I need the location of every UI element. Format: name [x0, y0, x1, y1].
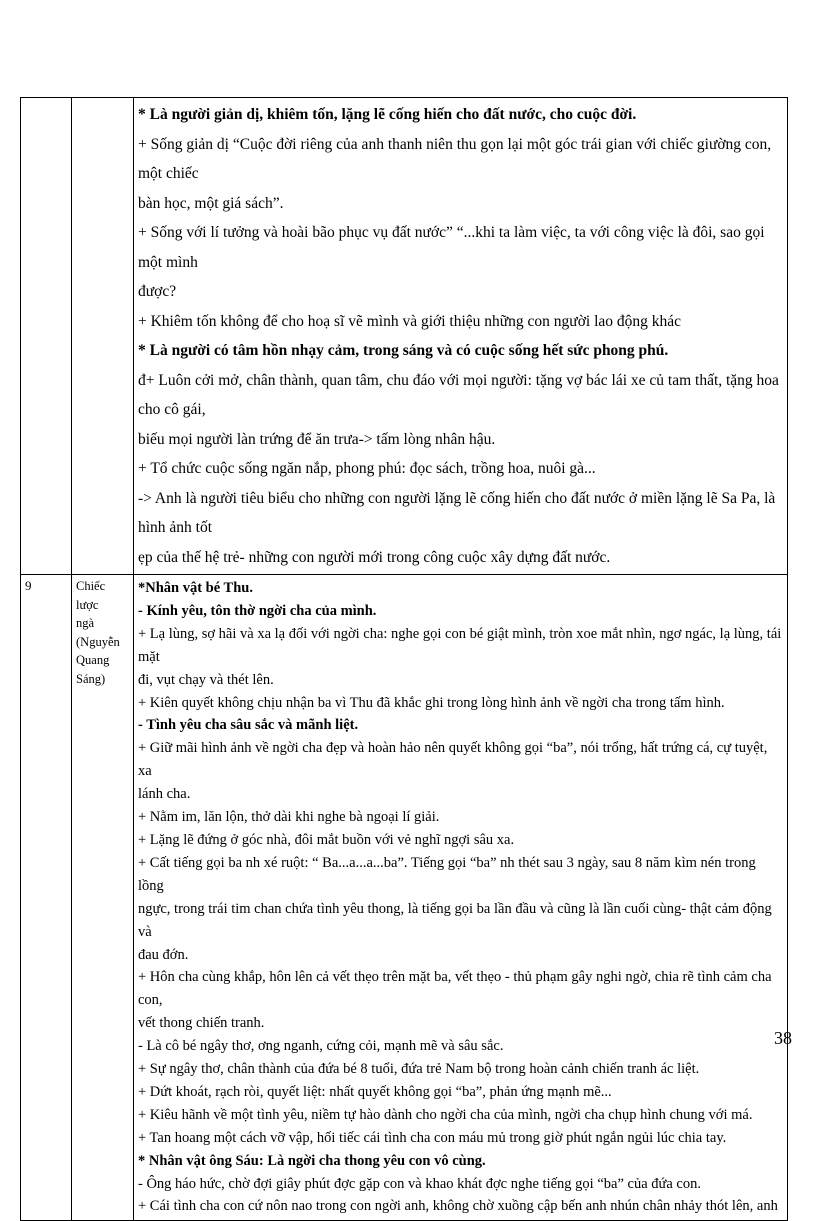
work-title-line: Sáng) [76, 671, 106, 686]
text-line: lánh cha. [138, 786, 191, 803]
text-line: * Là người có tâm hồn nhạy cảm, trong sáng và có cuộc sống hết sức phong phú. [138, 342, 669, 359]
text-line: đau đớn. [138, 946, 189, 963]
text-line: + Giữ mãi hình ảnh về ngời cha đẹp và hoàn hảo nên quyết không gọi “ba”, nói trổng, hất trứng cá, cự tuyệt, xa [138, 740, 768, 780]
text-line: + Sống với lí tưởng và hoài bão phục vụ đất nước” “...khi ta làm việc, ta với công việc là đôi, sao gọi một mình [138, 224, 765, 271]
title-cell [72, 98, 134, 575]
number-cell [21, 98, 72, 575]
text-line: đi, vụt chạy và thét lên. [138, 671, 274, 688]
content-cell [134, 575, 788, 1221]
text-line: + Khiêm tốn không để cho hoạ sĩ vẽ mình và giới thiệu những con người lao động khác [138, 312, 682, 330]
text-line: ẹp của thế hệ trẻ- những con người mới trong công cuộc xây dựng đất nước. [138, 548, 611, 566]
work-title-line: ngà [76, 616, 95, 630]
text-line: * Nhân vật ông Sáu: Là ngời cha thong yêu con vô cùng. [138, 1152, 486, 1169]
text-line: ngực, trong trái tim chan chứa tình yêu thong, là tiếng gọi ba lần đầu và cũng là lần cuối cùng- thật cảm động và [138, 900, 772, 940]
text-line: + Hôn cha cùng khắp, hôn lên cả vết thẹo trên mặt ba, vết thẹo - thủ phạm gây nghi ngờ, chia rẽ tình cảm cha con, [138, 969, 772, 1009]
text-line: + Cất tiếng gọi ba nh xé ruột: “ Ba...a...a...ba”. Tiếng gọi “ba” nh thét sau 3 ngày, sau 8 năm kìm nén trong lồng [138, 854, 756, 894]
text-line: + Dứt khoát, rạch ròi, quyết liệt: nhất quyết không gọi “ba”, phản ứng mạnh mẽ... [138, 1083, 612, 1100]
table-row [21, 575, 788, 1221]
text-line: bàn học, một giá sách”. [138, 194, 284, 212]
text-line: - Là cô bé ngây thơ, ơng nganh, cứng cỏi, mạnh mẽ và sâu sắc. [138, 1038, 504, 1055]
text-line: - Tình yêu cha sâu sắc và mãnh liệt. [138, 717, 359, 734]
text-line: + Sự ngây thơ, chân thành của đứa bé 8 tuổi, đứa trẻ Nam bộ trong hoàn cảnh chiến tranh ác liệt. [138, 1061, 700, 1078]
text-line: - Ông háo hức, chờ đợi giây phút đợc gặp con và khao khát đợc nghe tiếng gọi “ba” của đứa con. [138, 1175, 701, 1192]
text-line: *Nhân vật bé Thu. [138, 580, 253, 596]
text-line: - Kính yêu, tôn thờ ngời cha của mình. [138, 602, 377, 619]
text-line: -> Anh là người tiêu biểu cho những con người lặng lẽ cống hiến cho đất nước ở miền lặng lẽ Sa Pa, là hình ảnh tốt [138, 489, 776, 536]
work-title-line: Quang [76, 653, 110, 667]
text-line: + Kiêu hãnh về một tình yêu, niềm tự hào dành cho ngời cha của mình, ngời cha chụp hình chung với má. [138, 1106, 753, 1123]
table-row [21, 98, 788, 575]
text-line: * Là người giản dị, khiêm tốn, lặng lẽ cống hiến cho đất nước, cho cuộc đời. [138, 106, 637, 123]
text-line: + Nằm im, lăn lộn, thở dài khi nghe bà ngoại lí giải. [138, 809, 440, 826]
work-title-line: (Nguyễn [76, 634, 120, 649]
text-line: + Kiên quyết không chịu nhận ba vì Thu đã khắc ghi trong lòng hình ảnh về ngời cha trong tấm hình. [138, 694, 725, 711]
page-number: 38 [774, 1028, 792, 1048]
work-title-line: Chiếc lược [76, 579, 106, 612]
text-line: biếu mọi người làn trứng để ăn trưa-> tấm lòng nhân hậu. [138, 430, 496, 448]
content-table [20, 97, 788, 1221]
text-line: + Cái tình cha con cứ nôn nao trong con ngời anh, không chờ xuồng cập bến anh nhún chân nhảy thót lên, anh [138, 1198, 778, 1215]
text-line: + Tổ chức cuộc sống ngăn nắp, phong phú: đọc sách, trồng hoa, nuôi gà... [138, 460, 596, 477]
text-line: + Sống giản dị “Cuộc đời riêng của anh thanh niên thu gọn lại một góc trái gian với chiếc giường con, một chiếc [138, 135, 772, 182]
number-cell [21, 575, 72, 1221]
title-cell [72, 575, 134, 1221]
text-line: được? [138, 283, 177, 300]
text-line: + Lặng lẽ đứng ở góc nhà, đôi mắt buồn với vẻ nghĩ ngợi sâu xa. [138, 831, 515, 848]
text-line: đ+ Luôn cởi mở, chân thành, quan tâm, chu đáo với mọi người: tặng vợ bác lái xe củ tam thất, tặng hoa cho cô gái, [138, 371, 779, 418]
row-number: 9 [25, 578, 32, 593]
text-line: + Tan hoang một cách vỡ vập, hối tiếc cái tình cha con máu mủ trong giờ phút ngắn ngủi lúc chia tay. [138, 1129, 727, 1146]
content-cell [134, 98, 788, 575]
text-line: + Lạ lùng, sợ hãi và xa lạ đối với ngời cha: nghe gọi con bé giật mình, tròn xoe mắt nhìn, ngơ ngác, lạ lùng, tái mặt [138, 625, 782, 665]
text-line: vết thong chiến tranh. [138, 1015, 265, 1032]
